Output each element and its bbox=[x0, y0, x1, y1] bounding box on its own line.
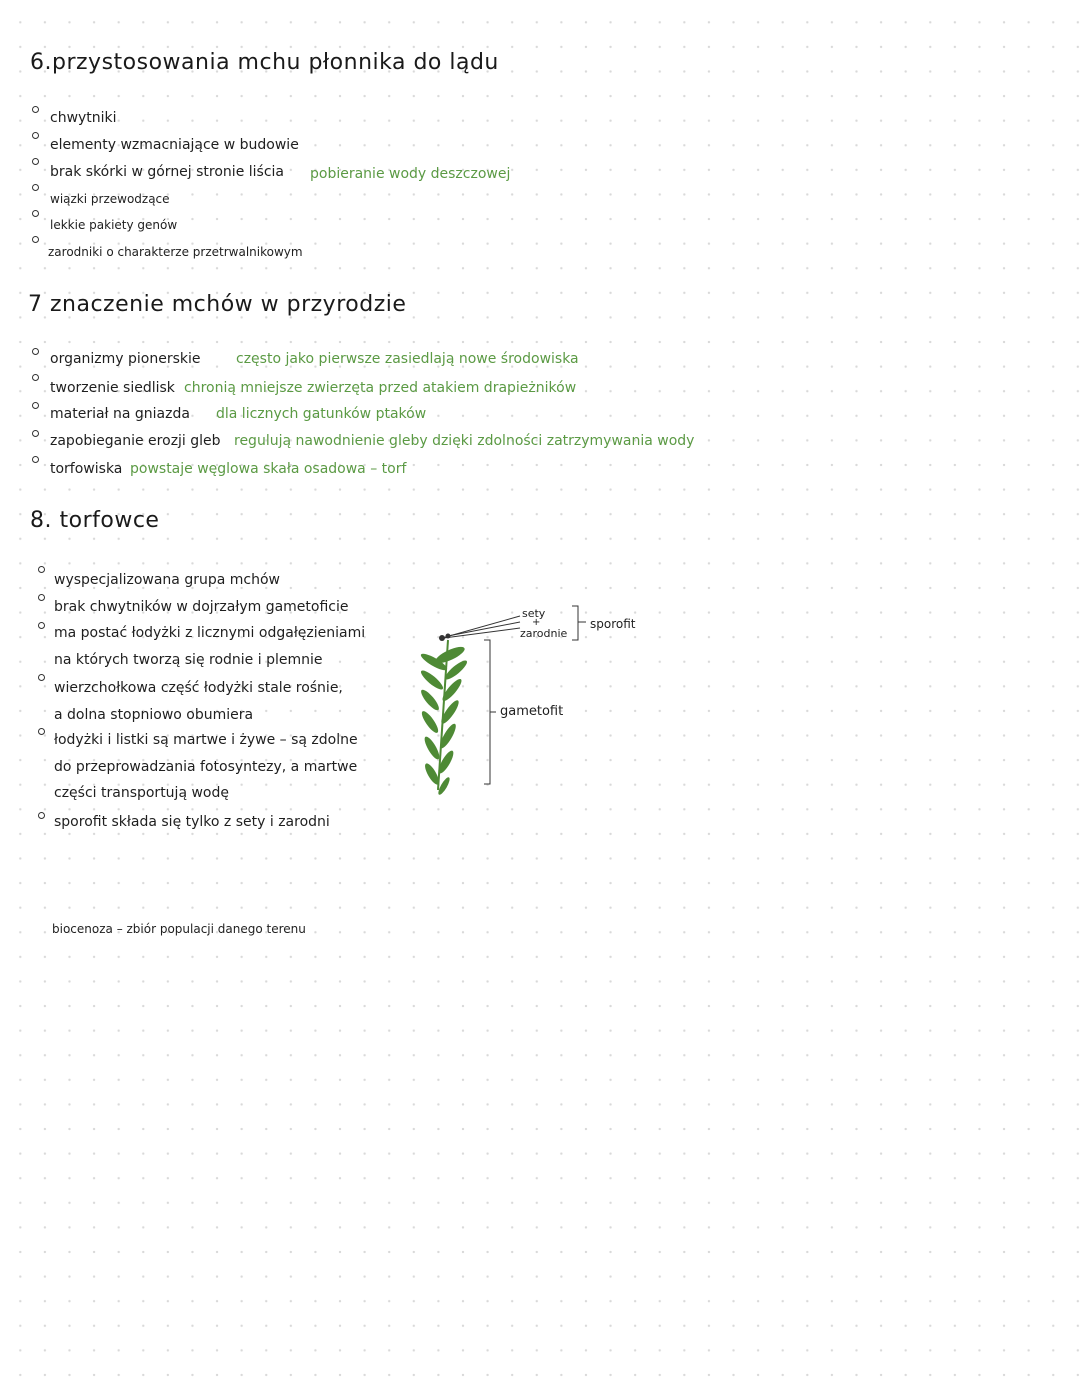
bullet bbox=[32, 456, 39, 463]
bullet bbox=[32, 374, 39, 381]
list-item-note: regulują nawodnienie gleby dzięki zdolności zatrzymywania wody bbox=[234, 433, 695, 449]
text-line: a dolna stopniowo obumiera bbox=[54, 707, 254, 723]
section8-title: 8. torfowce bbox=[30, 508, 160, 533]
list-item: zarodniki o charakterze przetrwalnikowym bbox=[48, 245, 303, 259]
gametophyte-bracket bbox=[484, 640, 496, 784]
bullet bbox=[32, 402, 39, 409]
text-line: ma postać łodyżki z licznymi odgałęzieniami bbox=[54, 625, 366, 641]
bullet bbox=[32, 236, 39, 243]
bullet bbox=[38, 594, 45, 601]
list-item: brak skórki w górnej stronie liścia bbox=[50, 164, 285, 180]
label-sporofit: sporofit bbox=[590, 617, 636, 631]
bullet bbox=[32, 210, 39, 217]
text-line: wyspecjalizowana grupa mchów bbox=[54, 572, 280, 588]
list-item: lekkie pakiety genów bbox=[50, 218, 178, 232]
text-line: wierzchołkowa część łodyżki stale rośnie, bbox=[54, 680, 343, 696]
list-item: chwytniki bbox=[50, 110, 117, 126]
label-plus: + bbox=[532, 617, 541, 628]
bullet bbox=[32, 132, 39, 139]
list-item-note: powstaje węglowa skała osadowa – torf bbox=[130, 461, 407, 477]
bullet bbox=[38, 812, 45, 819]
bullet bbox=[32, 348, 39, 355]
text-line: brak chwytników w dojrzałym gametoficie bbox=[54, 599, 349, 615]
list-item: materiał na gniazda bbox=[50, 406, 190, 422]
bullet bbox=[38, 728, 45, 735]
bullet bbox=[38, 674, 45, 681]
text-line: części transportują wodę bbox=[54, 785, 229, 801]
list-item-note: pobieranie wody deszczowej bbox=[310, 166, 511, 182]
bullet bbox=[38, 622, 45, 629]
section6-title: 6.przystosowania mchu płonnika do lądu bbox=[30, 50, 499, 75]
sporophyte-bracket bbox=[572, 606, 586, 640]
text-line: sporofit składa się tylko z sety i zarodni bbox=[54, 814, 330, 830]
label-zarodnie: zarodnie bbox=[520, 627, 568, 640]
bullet bbox=[32, 158, 39, 165]
text-line: łodyżki i listki są martwe i żywe – są zdolne bbox=[54, 732, 358, 748]
label-sety: sety bbox=[522, 607, 546, 620]
section7-title: 7 znaczenie mchów w przyrodzie bbox=[28, 292, 407, 317]
list-item: elementy wzmacniające w budowie bbox=[50, 137, 299, 153]
bullet bbox=[32, 106, 39, 113]
bullet bbox=[38, 566, 45, 573]
text-line: na których tworzą się rodnie i plemnie bbox=[54, 652, 323, 668]
list-item: organizmy pionerskie bbox=[50, 351, 201, 367]
list-item: zapobieganie erozji gleb bbox=[50, 433, 221, 449]
footer-note: biocenoza – zbiór populacji danego terenu bbox=[52, 922, 306, 936]
list-item-note: chronią mniejsze zwierzęta przed atakiem drapieżników bbox=[184, 380, 577, 396]
list-item: torfowiska bbox=[50, 461, 123, 477]
list-item-note: dla licznych gatunków ptaków bbox=[216, 406, 427, 422]
list-item-note: często jako pierwsze zasiedlają nowe środowiska bbox=[236, 351, 579, 367]
list-item: tworzenie siedlisk bbox=[50, 380, 175, 396]
label-gametofit: gametofit bbox=[500, 704, 564, 719]
pointer-lines bbox=[442, 616, 520, 638]
bullet bbox=[32, 184, 39, 191]
moss-plant-illustration bbox=[420, 634, 469, 797]
bullet bbox=[32, 430, 39, 437]
text-line: do przeprowadzania fotosyntezy, a martwe bbox=[54, 759, 358, 775]
list-item: wiązki przewodzące bbox=[50, 192, 170, 206]
